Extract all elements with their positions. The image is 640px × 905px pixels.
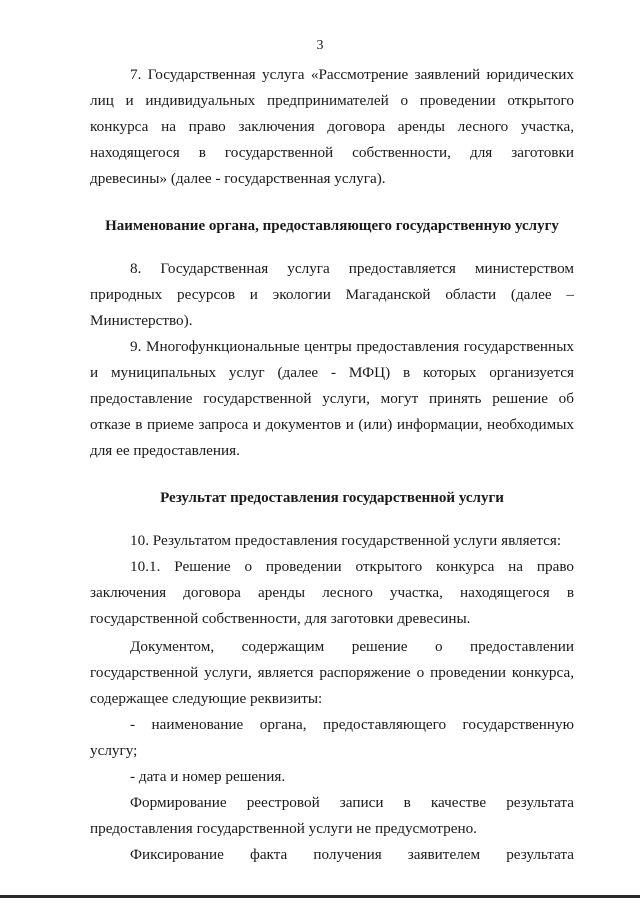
spacer [90,464,574,485]
heading-result: Результат предоставления государственной услуги [160,490,504,506]
scan-edge-divider [0,895,640,898]
heading-authority: Наименование органа, предоставляющего государственную услугу [105,218,559,234]
paragraph-8: 8. Государственная услуга предоставляется министерством природных ресурсов и экологии Магаданской области (далее – Министерство). [90,260,574,329]
paragraph-7: 7. Государственная услуга «Рассмотрение заявлений юридических лиц и индивидуальных предпринимателей о проведении открытого конкурса на право заключения договора аренды лесного участка, находящегося в государственной собственности, для заготовки древесины» (далее - государственная услуга). [90,66,574,187]
paragraph-registry: Формирование реестровой записи в качестве результата предоставления государственной услуги не предусмотрено. [90,794,574,837]
paragraph-fixation: Фиксирование факта получения заявителем результата [130,846,574,863]
document-body [90,62,574,868]
list-item: - дата и номер решения. [130,768,286,785]
paragraph-document-details: Документом, содержащим решение о предоставлении государственной услуги, является распоряжение о проведении конкурса, содержащее следующие реквизиты: [90,638,574,707]
spacer [90,239,574,256]
page-number: 3 [316,38,324,53]
spacer [90,511,574,528]
list-item: - наименование органа, предоставляющего государственную услугу; [90,716,574,759]
paragraph-9: 9. Многофункциональные центры предоставления государственных и муниципальных услуг (далее - МФЦ) в которых организуется предоставление государственной услуги, могут принять решение об отказе в приеме запроса и документов и (или) информации, необходимых для ее предоставления. [90,338,574,459]
spacer [90,192,574,213]
paragraph-10-1: 10.1. Решение о проведении открытого конкурса на право заключения договора аренды лесного участка, находящегося в государственной собственности, для заготовки древесины. [90,558,574,627]
paragraph-10: 10. Результатом предоставления государственной услуги является: [130,532,562,549]
